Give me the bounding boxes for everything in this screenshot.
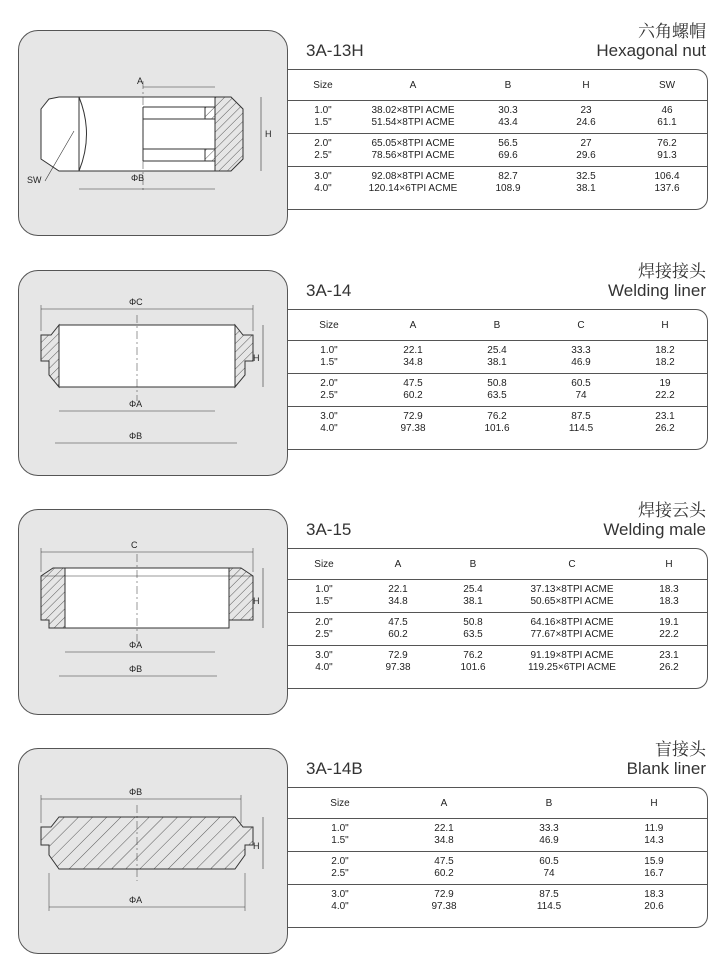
table-cell: 25.4 bbox=[487, 345, 507, 356]
table-cell: 3.0" bbox=[315, 650, 333, 661]
header-cell: B bbox=[493, 320, 501, 331]
product-code: 3A-14 bbox=[306, 281, 352, 300]
table-cell: 34.8 bbox=[403, 357, 423, 368]
spec-table bbox=[288, 309, 708, 450]
table-cell: 92.08×8TPI ACME bbox=[371, 171, 455, 182]
header-cell: SW bbox=[658, 80, 676, 91]
table-cell: 1.0" bbox=[315, 584, 333, 595]
table-cell: 72.9 bbox=[403, 411, 423, 422]
title-en: Blank liner bbox=[626, 759, 706, 778]
table-row-group bbox=[288, 885, 707, 917]
header-cell: Size bbox=[314, 559, 334, 570]
table-cell: 22.1 bbox=[434, 823, 454, 834]
hex-nut-drawing bbox=[19, 31, 287, 235]
title-zh: 盲接头 bbox=[655, 740, 706, 760]
table-row-group bbox=[288, 134, 707, 167]
dim-b: ΦB bbox=[129, 787, 143, 797]
table-cell: 51.54×8TPI ACME bbox=[371, 117, 455, 128]
table-cell: 87.5 bbox=[571, 411, 591, 422]
table-cell: 137.6 bbox=[654, 183, 680, 194]
table-cell: 23 bbox=[580, 105, 592, 116]
table-cell: 33.3 bbox=[539, 823, 559, 834]
table-cell: 2.5" bbox=[320, 390, 338, 401]
table-cell: 50.8 bbox=[487, 378, 507, 389]
table-cell: 18.3 bbox=[659, 596, 679, 607]
title-zh: 六角螺帽 bbox=[638, 22, 706, 42]
table-cell: 29.6 bbox=[576, 150, 596, 161]
table-cell: 65.05×8TPI ACME bbox=[371, 138, 455, 149]
table-header bbox=[288, 549, 707, 580]
header-cell: A bbox=[409, 320, 417, 331]
technical-drawing bbox=[18, 270, 288, 476]
dim-c: ΦC bbox=[129, 297, 143, 307]
title-en: Welding male bbox=[603, 520, 706, 539]
table-cell: 87.5 bbox=[539, 889, 559, 900]
title-en: Welding liner bbox=[608, 281, 706, 300]
table-cell: 56.5 bbox=[498, 138, 518, 149]
table-cell: 4.0" bbox=[331, 901, 349, 912]
dim-b: ΦB bbox=[129, 431, 143, 441]
table-cell: 22.1 bbox=[403, 345, 423, 356]
table-cell: 78.56×8TPI ACME bbox=[371, 150, 455, 161]
section-hexagonal-nut bbox=[0, 0, 725, 220]
dim-b: ΦB bbox=[129, 664, 143, 674]
dim-h: H bbox=[253, 353, 260, 363]
section-blank-liner bbox=[0, 718, 725, 938]
table-cell: 47.5 bbox=[403, 378, 423, 389]
table-cell: 47.5 bbox=[434, 856, 454, 867]
table-cell: 64.16×8TPI ACME bbox=[530, 617, 614, 628]
table-cell: 60.5 bbox=[571, 378, 591, 389]
table-cell: 119.25×6TPI ACME bbox=[528, 662, 616, 673]
table-cell: 34.8 bbox=[434, 835, 454, 846]
table-cell: 72.9 bbox=[434, 889, 454, 900]
dim-a: A bbox=[137, 76, 144, 86]
table-cell: 3.0" bbox=[331, 889, 349, 900]
table-cell: 4.0" bbox=[315, 662, 333, 673]
table-cell: 23.1 bbox=[659, 650, 679, 661]
table-cell: 114.5 bbox=[568, 423, 594, 434]
header-cell: H bbox=[582, 80, 590, 91]
dim-h: H bbox=[253, 596, 260, 606]
blank-liner-drawing bbox=[19, 749, 287, 953]
dim-a: ΦA bbox=[129, 640, 143, 650]
table-cell: 22.2 bbox=[659, 629, 679, 640]
spec-table bbox=[288, 548, 708, 689]
table-cell: 38.1 bbox=[576, 183, 596, 194]
table-cell: 38.02×8TPI ACME bbox=[371, 105, 455, 116]
table-cell: 91.3 bbox=[657, 150, 677, 161]
dim-h: H bbox=[265, 129, 272, 139]
table-cell: 4.0" bbox=[320, 423, 338, 434]
table-cell: 2.0" bbox=[315, 617, 333, 628]
table-cell: 101.6 bbox=[460, 662, 486, 673]
table-cell: 34.8 bbox=[388, 596, 408, 607]
table-cell: 60.2 bbox=[403, 390, 423, 401]
table-cell: 18.3 bbox=[644, 889, 664, 900]
table-cell: 18.2 bbox=[655, 345, 675, 356]
table-cell: 19.1 bbox=[659, 617, 679, 628]
table-cell: 61.1 bbox=[657, 117, 677, 128]
header-cell: A bbox=[440, 798, 448, 809]
table-row-group bbox=[288, 580, 707, 613]
table-cell: 47.5 bbox=[388, 617, 408, 628]
title-zh: 焊接接头 bbox=[638, 262, 706, 282]
table-cell: 60.2 bbox=[434, 868, 454, 879]
table-cell: 2.5" bbox=[314, 150, 332, 161]
table-cell: 25.4 bbox=[463, 584, 483, 595]
table-row-group bbox=[288, 852, 707, 885]
table-cell: 114.5 bbox=[536, 901, 562, 912]
header-cell: C bbox=[577, 320, 585, 331]
table-cell: 16.7 bbox=[644, 868, 664, 879]
table-row-group bbox=[288, 646, 707, 678]
table-cell: 3.0" bbox=[320, 411, 338, 422]
table-row-group bbox=[288, 341, 707, 374]
table-cell: 101.6 bbox=[484, 423, 510, 434]
table-cell: 91.19×8TPI ACME bbox=[530, 650, 614, 661]
table-cell: 77.67×8TPI ACME bbox=[530, 629, 614, 640]
table-cell: 60.5 bbox=[539, 856, 559, 867]
table-cell: 2.5" bbox=[315, 629, 333, 640]
table-cell: 30.3 bbox=[498, 105, 518, 116]
table-cell: 2.0" bbox=[320, 378, 338, 389]
table-cell: 97.38 bbox=[431, 901, 457, 912]
table-header bbox=[288, 788, 707, 819]
dim-a: ΦA bbox=[129, 895, 143, 905]
table-cell: 2.5" bbox=[331, 868, 349, 879]
table-cell: 26.2 bbox=[659, 662, 679, 673]
table-cell: 74 bbox=[575, 390, 587, 401]
table-cell: 46 bbox=[661, 105, 673, 116]
table-row-group bbox=[288, 374, 707, 407]
table-row-group bbox=[288, 407, 707, 439]
table-cell: 46.9 bbox=[571, 357, 591, 368]
table-cell: 1.0" bbox=[331, 823, 349, 834]
table-cell: 1.0" bbox=[314, 105, 332, 116]
product-code: 3A-13H bbox=[306, 41, 364, 60]
table-cell: 22.1 bbox=[388, 584, 408, 595]
table-cell: 23.1 bbox=[655, 411, 675, 422]
technical-drawing bbox=[18, 509, 288, 715]
dim-c: C bbox=[131, 540, 138, 550]
header-cell: B bbox=[469, 559, 477, 570]
product-code: 3A-15 bbox=[306, 520, 352, 539]
table-cell: 108.9 bbox=[495, 183, 521, 194]
welding-liner-drawing bbox=[19, 271, 287, 475]
table-cell: 82.7 bbox=[498, 171, 518, 182]
table-cell: 4.0" bbox=[314, 183, 332, 194]
table-cell: 50.65×8TPI ACME bbox=[530, 596, 614, 607]
table-cell: 69.6 bbox=[498, 150, 518, 161]
header-cell: B bbox=[545, 798, 553, 809]
title-zh: 焊接云头 bbox=[638, 501, 706, 521]
table-cell: 76.2 bbox=[657, 138, 677, 149]
spec-table bbox=[288, 69, 708, 210]
table-cell: 76.2 bbox=[487, 411, 507, 422]
table-cell: 18.2 bbox=[655, 357, 675, 368]
table-cell: 97.38 bbox=[385, 662, 411, 673]
header-cell: Size bbox=[319, 320, 339, 331]
table-cell: 1.5" bbox=[314, 117, 332, 128]
table-cell: 32.5 bbox=[576, 171, 596, 182]
header-cell: H bbox=[665, 559, 673, 570]
table-cell: 20.6 bbox=[644, 901, 664, 912]
table-cell: 38.1 bbox=[487, 357, 507, 368]
dim-b: ΦB bbox=[131, 173, 145, 183]
section-welding-male bbox=[0, 479, 725, 699]
table-cell: 76.2 bbox=[463, 650, 483, 661]
table-cell: 22.2 bbox=[655, 390, 675, 401]
table-cell: 1.5" bbox=[331, 835, 349, 846]
table-cell: 63.5 bbox=[487, 390, 507, 401]
table-cell: 106.4 bbox=[654, 171, 680, 182]
table-row-group bbox=[288, 613, 707, 646]
technical-drawing bbox=[18, 30, 288, 236]
table-cell: 1.5" bbox=[320, 357, 338, 368]
table-row-group bbox=[288, 167, 707, 199]
table-cell: 2.0" bbox=[331, 856, 349, 867]
table-row-group bbox=[288, 819, 707, 852]
table-cell: 2.0" bbox=[314, 138, 332, 149]
table-cell: 72.9 bbox=[388, 650, 408, 661]
header-cell: H bbox=[650, 798, 658, 809]
spec-table bbox=[288, 787, 708, 928]
table-cell: 26.2 bbox=[655, 423, 675, 434]
table-cell: 24.6 bbox=[576, 117, 596, 128]
section-welding-liner bbox=[0, 240, 725, 460]
table-cell: 11.9 bbox=[644, 823, 664, 834]
technical-drawing bbox=[18, 748, 288, 954]
header-cell: A bbox=[409, 80, 417, 91]
header-cell: C bbox=[568, 559, 576, 570]
table-cell: 14.3 bbox=[644, 835, 664, 846]
header-cell: H bbox=[661, 320, 669, 331]
table-cell: 1.0" bbox=[320, 345, 338, 356]
table-cell: 15.9 bbox=[644, 856, 664, 867]
table-cell: 50.8 bbox=[463, 617, 483, 628]
product-code: 3A-14B bbox=[306, 759, 363, 778]
table-header bbox=[288, 70, 707, 101]
table-cell: 27 bbox=[580, 138, 592, 149]
header-cell: Size bbox=[313, 80, 333, 91]
dim-a: ΦA bbox=[129, 399, 143, 409]
table-cell: 3.0" bbox=[314, 171, 332, 182]
title-en: Hexagonal nut bbox=[596, 41, 706, 60]
welding-male-drawing bbox=[19, 510, 287, 714]
table-cell: 18.3 bbox=[659, 584, 679, 595]
table-cell: 19 bbox=[659, 378, 671, 389]
header-cell: A bbox=[394, 559, 402, 570]
table-cell: 33.3 bbox=[571, 345, 591, 356]
table-cell: 43.4 bbox=[498, 117, 518, 128]
table-row-group bbox=[288, 101, 707, 134]
table-header bbox=[288, 310, 707, 341]
table-cell: 37.13×8TPI ACME bbox=[530, 584, 614, 595]
table-cell: 74 bbox=[543, 868, 555, 879]
dim-sw: SW bbox=[27, 175, 42, 185]
header-cell: B bbox=[504, 80, 512, 91]
table-cell: 60.2 bbox=[388, 629, 408, 640]
table-cell: 97.38 bbox=[400, 423, 426, 434]
header-cell: Size bbox=[330, 798, 350, 809]
table-cell: 46.9 bbox=[539, 835, 559, 846]
table-cell: 120.14×6TPI ACME bbox=[368, 183, 458, 194]
dim-h: H bbox=[253, 841, 260, 851]
table-cell: 1.5" bbox=[315, 596, 333, 607]
table-cell: 38.1 bbox=[463, 596, 483, 607]
table-cell: 63.5 bbox=[463, 629, 483, 640]
